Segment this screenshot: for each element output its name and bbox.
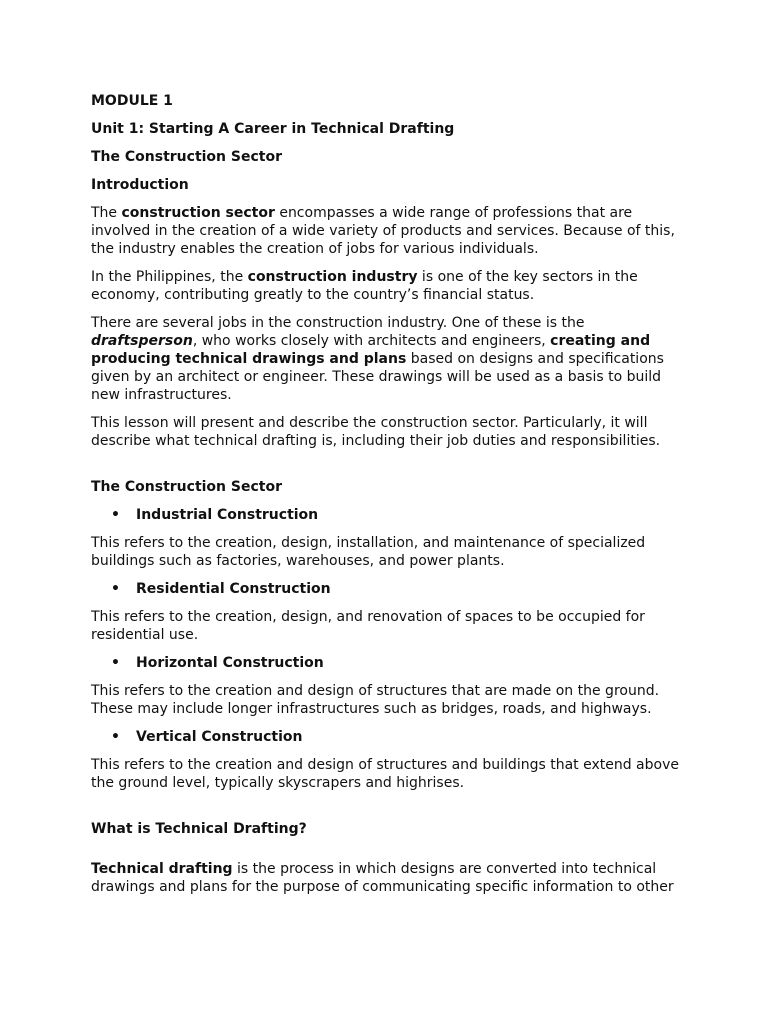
intro-paragraph-2 <box>91 268 681 304</box>
bullet-icon: • <box>111 507 120 523</box>
bold-italic-term: draftsperson <box>91 333 193 349</box>
text-run: is the process in which designs are converted into technical drawings and plans for the purpose of communicating specific information to other <box>91 861 674 895</box>
intro-paragraph-1 <box>91 204 681 258</box>
sector-bullet <box>91 506 681 524</box>
text-run: , who works closely with architects and engineers, <box>192 333 551 349</box>
sector-description: This refers to the creation, design, and renovation of spaces to be occupied for residential use. <box>91 609 645 643</box>
sector-description: This refers to the creation and design of structures that are made on the ground. These may include longer infrastructures such as bridges, roads, and highways. <box>91 683 660 717</box>
drafting-heading: What is Technical Drafting? <box>91 821 307 837</box>
sector-name: Horizontal Construction <box>136 655 324 671</box>
intro-heading: Introduction <box>91 177 189 193</box>
sector-bullet <box>91 654 681 672</box>
bold-term: construction industry <box>247 269 418 285</box>
sector-name: Residential Construction <box>136 581 331 597</box>
bold-term: Technical drafting <box>91 861 233 877</box>
text-run: based on designs and specifications given by an architect or engineer. These drawings will be used as a basis to build new infrastructures. <box>91 351 664 403</box>
document-content <box>91 92 681 896</box>
sector-name: Vertical Construction <box>136 729 303 745</box>
drafting-paragraph <box>91 860 681 896</box>
text-run: In the Philippines, the <box>91 269 248 285</box>
intro-paragraph-4: This lesson will present and describe the construction sector. Particularly, it will describe what technical drafting is, including their job duties and responsibilities. <box>91 415 661 449</box>
text-run: encompasses a wide range of professions that are involved in the creation of a wide variety of products and services. Because of this, the industry enables the creation of jobs for various individuals. <box>91 205 675 257</box>
bullet-icon: • <box>111 729 120 745</box>
sector-bullet <box>91 580 681 598</box>
sector-heading: The Construction Sector <box>91 479 282 495</box>
unit-title: Unit 1: Starting A Career in Technical Drafting <box>91 121 455 137</box>
sector-description: This refers to the creation, design, installation, and maintenance of specialized buildings such as factories, warehouses, and power plants. <box>91 535 646 569</box>
section-title: The Construction Sector <box>91 149 282 165</box>
bullet-icon: • <box>111 581 120 597</box>
sector-bullet <box>91 728 681 746</box>
text-run: The <box>91 205 122 221</box>
sector-description: This refers to the creation and design of structures and buildings that extend above the ground level, typically skyscrapers and highrises. <box>91 757 679 791</box>
text-run: There are several jobs in the construction industry. One of these is the <box>91 315 585 331</box>
intro-paragraph-3 <box>91 314 681 404</box>
text-run: is one of the key sectors in the economy, contributing greatly to the country’s financial status. <box>91 269 638 303</box>
bullet-icon: • <box>111 655 120 671</box>
module-title: MODULE 1 <box>91 93 173 109</box>
sector-name: Industrial Construction <box>136 507 319 523</box>
bold-term: construction sector <box>121 205 275 221</box>
bold-term: creating and producing technical drawings and plans <box>91 333 651 367</box>
